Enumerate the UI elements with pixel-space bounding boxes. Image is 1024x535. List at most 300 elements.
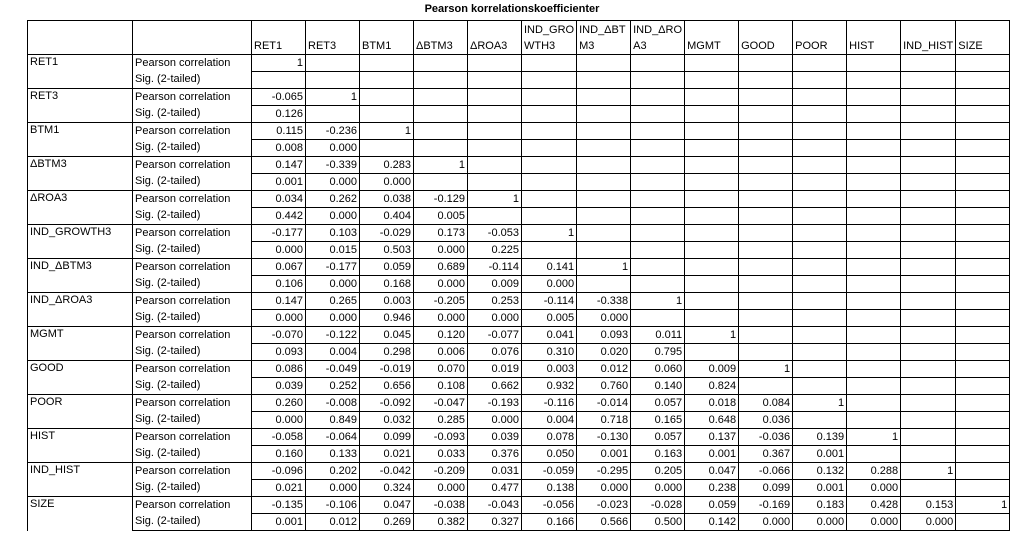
significance-value: 0.000	[306, 480, 360, 497]
correlation-value	[739, 259, 793, 276]
correlation-value	[739, 123, 793, 140]
significance-value	[847, 140, 901, 157]
significance-value: 0.008	[252, 140, 306, 157]
correlation-value	[793, 259, 847, 276]
significance-value	[685, 140, 739, 157]
correlation-value: 1	[360, 123, 414, 140]
correlation-value: -0.093	[414, 429, 468, 446]
significance-value	[847, 208, 901, 225]
significance-value: 0.001	[793, 446, 847, 463]
column-header-line1	[849, 23, 898, 39]
correlation-value	[468, 123, 522, 140]
sig-label: Sig. (2-tailed)	[133, 344, 252, 361]
correlation-value: 0.103	[306, 225, 360, 242]
significance-value: 0.000	[631, 480, 685, 497]
correlation-value	[360, 89, 414, 106]
significance-value	[468, 106, 522, 123]
significance-value	[901, 242, 956, 259]
table-title: Pearson korrelationskoefficienter	[424, 3, 600, 15]
variable-name: HIST	[28, 429, 133, 463]
correlation-value	[360, 55, 414, 72]
significance-value	[956, 378, 1010, 395]
significance-value: 0.138	[522, 480, 577, 497]
significance-value	[685, 106, 739, 123]
correlation-value: -0.205	[414, 293, 468, 310]
significance-value	[901, 310, 956, 327]
column-header	[468, 21, 522, 55]
significance-value: 0.252	[306, 378, 360, 395]
column-header	[306, 21, 360, 55]
column-header-line1: IND_GRO	[524, 24, 575, 36]
correlation-value: -0.114	[522, 293, 577, 310]
significance-value	[631, 106, 685, 123]
column-header-line2: RET3	[308, 40, 337, 52]
correlation-value	[793, 225, 847, 242]
table-row	[28, 463, 1010, 480]
correlation-value	[847, 157, 901, 174]
header-row	[28, 21, 1010, 55]
significance-value	[901, 174, 956, 191]
significance-value	[468, 208, 522, 225]
correlation-value: 0.265	[306, 293, 360, 310]
correlation-value: -0.114	[468, 259, 522, 276]
table-row	[28, 293, 1010, 310]
correlation-value	[685, 123, 739, 140]
significance-value	[901, 276, 956, 293]
significance-value: 0.020	[577, 344, 631, 361]
table-row	[28, 327, 1010, 344]
significance-value: 0.442	[252, 208, 306, 225]
correlation-value: 0.018	[685, 395, 739, 412]
significance-value: 0.327	[468, 514, 522, 531]
correlation-value	[631, 123, 685, 140]
column-header	[956, 21, 1010, 55]
correlation-value: 0.038	[360, 191, 414, 208]
column-header-line2: HIST	[849, 40, 875, 52]
correlation-value	[685, 225, 739, 242]
table-row	[28, 514, 1010, 531]
significance-value	[685, 208, 739, 225]
correlation-value: 0.262	[306, 191, 360, 208]
table-row	[28, 106, 1010, 123]
correlation-value: -0.116	[522, 395, 577, 412]
correlation-value	[522, 123, 577, 140]
column-header-line2: ΔROA3	[470, 40, 508, 52]
significance-value: 0.656	[360, 378, 414, 395]
significance-value: 0.006	[414, 344, 468, 361]
correlation-value: 0.132	[793, 463, 847, 480]
correlation-value	[739, 225, 793, 242]
significance-value: 0.000	[901, 514, 956, 531]
correlation-value	[685, 89, 739, 106]
correlation-value	[901, 89, 956, 106]
correlation-value: -0.036	[739, 429, 793, 446]
significance-value	[685, 310, 739, 327]
variable-name: MGMT	[28, 327, 133, 361]
correlation-value	[956, 157, 1010, 174]
sig-label: Sig. (2-tailed)	[133, 378, 252, 395]
significance-value	[793, 412, 847, 429]
correlation-value	[631, 225, 685, 242]
significance-value	[685, 242, 739, 259]
sig-label: Sig. (2-tailed)	[133, 412, 252, 429]
significance-value	[522, 208, 577, 225]
significance-value	[631, 140, 685, 157]
variable-name: ΔROA3	[28, 191, 133, 225]
significance-value: 0.648	[685, 412, 739, 429]
correlation-value: 0.047	[360, 497, 414, 514]
significance-value: 0.140	[631, 378, 685, 395]
significance-value	[631, 174, 685, 191]
significance-value	[577, 174, 631, 191]
significance-value	[739, 310, 793, 327]
correlation-value	[468, 157, 522, 174]
correlation-value	[631, 55, 685, 72]
correlation-value: -0.065	[252, 89, 306, 106]
significance-value	[901, 106, 956, 123]
significance-value: 0.168	[360, 276, 414, 293]
correlation-value	[577, 225, 631, 242]
correlation-value	[956, 123, 1010, 140]
significance-value	[468, 174, 522, 191]
significance-value	[414, 106, 468, 123]
correlation-value	[414, 123, 468, 140]
significance-value: 0.108	[414, 378, 468, 395]
correlation-value: 0.120	[414, 327, 468, 344]
correlation-value	[956, 429, 1010, 446]
significance-value	[360, 106, 414, 123]
correlation-value	[956, 463, 1010, 480]
table-row	[28, 395, 1010, 412]
significance-value: 0.946	[360, 310, 414, 327]
correlation-value: 1	[956, 497, 1010, 514]
correlation-value: 0.115	[252, 123, 306, 140]
correlation-value: 0.183	[793, 497, 847, 514]
significance-value	[901, 208, 956, 225]
significance-value: 0.000	[468, 310, 522, 327]
significance-value: 0.310	[522, 344, 577, 361]
column-header-line1: IND_ΔRO	[633, 24, 683, 36]
column-header-line1	[903, 23, 953, 39]
significance-value: 0.000	[847, 514, 901, 531]
table-row	[28, 123, 1010, 140]
significance-value: 0.718	[577, 412, 631, 429]
column-header-line2: IND_HIST	[903, 40, 954, 52]
sig-label: Sig. (2-tailed)	[133, 208, 252, 225]
significance-value: 0.000	[739, 514, 793, 531]
correlation-value	[901, 191, 956, 208]
correlation-value	[468, 55, 522, 72]
correlation-value	[631, 89, 685, 106]
column-header-line2: WTH3	[524, 40, 556, 52]
significance-value	[685, 344, 739, 361]
correlation-value: 0.039	[468, 429, 522, 446]
column-header-line1	[795, 23, 844, 39]
correlation-value: 0.047	[685, 463, 739, 480]
correlation-value: -0.042	[360, 463, 414, 480]
correlation-value: 0.253	[468, 293, 522, 310]
correlation-value	[847, 225, 901, 242]
column-header-line2: MGMT	[687, 40, 721, 52]
correlation-value	[901, 327, 956, 344]
significance-value	[739, 378, 793, 395]
correlation-value	[956, 327, 1010, 344]
correlation-value: 1	[522, 225, 577, 242]
significance-value	[793, 106, 847, 123]
variable-name: IND_HIST	[28, 463, 133, 497]
corr-label: Pearson correlation	[133, 361, 252, 378]
correlation-value: -0.177	[252, 225, 306, 242]
significance-value: 0.000	[414, 276, 468, 293]
correlation-value	[577, 157, 631, 174]
variable-name: IND_ΔROA3	[28, 293, 133, 327]
significance-value	[468, 140, 522, 157]
table-row	[28, 157, 1010, 174]
significance-value	[956, 140, 1010, 157]
correlation-value: 0.060	[631, 361, 685, 378]
significance-value	[631, 310, 685, 327]
correlation-value	[739, 191, 793, 208]
significance-value	[847, 344, 901, 361]
correlation-value: -0.066	[739, 463, 793, 480]
significance-value: 0.076	[468, 344, 522, 361]
significance-value	[847, 174, 901, 191]
table-row	[28, 378, 1010, 395]
corr-label: Pearson correlation	[133, 55, 252, 72]
significance-value	[793, 344, 847, 361]
sig-label: Sig. (2-tailed)	[133, 72, 252, 89]
correlation-value: 1	[685, 327, 739, 344]
correlation-value	[956, 395, 1010, 412]
significance-value	[901, 412, 956, 429]
significance-value: 0.503	[360, 242, 414, 259]
sig-label: Sig. (2-tailed)	[133, 174, 252, 191]
correlation-value	[793, 361, 847, 378]
table-row	[28, 480, 1010, 497]
significance-value: 0.238	[685, 480, 739, 497]
correlation-value: 0.428	[847, 497, 901, 514]
correlation-value: -0.338	[577, 293, 631, 310]
correlation-value: -0.028	[631, 497, 685, 514]
correlation-value: 0.137	[685, 429, 739, 446]
significance-value: 0.001	[252, 514, 306, 531]
correlation-value: 0.260	[252, 395, 306, 412]
significance-value	[252, 72, 306, 89]
variable-name: GOOD	[28, 361, 133, 395]
correlation-value	[956, 259, 1010, 276]
correlation-value: 0.031	[468, 463, 522, 480]
sig-label: Sig. (2-tailed)	[133, 140, 252, 157]
significance-value	[847, 378, 901, 395]
correlation-value	[685, 259, 739, 276]
correlation-value	[522, 55, 577, 72]
correlation-value	[631, 259, 685, 276]
significance-value	[739, 344, 793, 361]
column-header	[847, 21, 901, 55]
column-header-line1	[741, 23, 790, 39]
column-header-line2: ΔBTM3	[416, 40, 453, 52]
significance-value	[522, 174, 577, 191]
significance-value: 0.009	[468, 276, 522, 293]
correlation-value: 1	[468, 191, 522, 208]
correlation-value: 1	[577, 259, 631, 276]
correlation-value: 0.019	[468, 361, 522, 378]
correlation-value	[793, 157, 847, 174]
table-row	[28, 242, 1010, 259]
correlation-value	[847, 55, 901, 72]
correlation-value: -0.295	[577, 463, 631, 480]
significance-value: 0.382	[414, 514, 468, 531]
table-row	[28, 208, 1010, 225]
correlation-value	[793, 123, 847, 140]
correlation-value: 0.141	[522, 259, 577, 276]
correlation-value: 0.045	[360, 327, 414, 344]
significance-value	[414, 72, 468, 89]
correlation-value	[414, 89, 468, 106]
significance-value	[631, 242, 685, 259]
significance-value	[847, 310, 901, 327]
correlation-value: 0.041	[522, 327, 577, 344]
significance-value: 0.500	[631, 514, 685, 531]
table-row	[28, 361, 1010, 378]
correlation-value: 0.139	[793, 429, 847, 446]
significance-value: 0.824	[685, 378, 739, 395]
significance-value	[577, 140, 631, 157]
correlation-value: 1	[414, 157, 468, 174]
significance-value	[631, 276, 685, 293]
correlation-value: -0.130	[577, 429, 631, 446]
correlation-value: 1	[793, 395, 847, 412]
corr-label: Pearson correlation	[133, 327, 252, 344]
correlation-value: 1	[901, 463, 956, 480]
correlation-value: -0.077	[468, 327, 522, 344]
correlation-value	[414, 55, 468, 72]
correlation-value: 0.147	[252, 293, 306, 310]
significance-value	[901, 344, 956, 361]
significance-value: 0.166	[522, 514, 577, 531]
significance-value	[901, 446, 956, 463]
correlation-value	[901, 123, 956, 140]
significance-value	[739, 208, 793, 225]
significance-value: 0.036	[739, 412, 793, 429]
correlation-value	[901, 395, 956, 412]
correlation-value: 1	[739, 361, 793, 378]
significance-value: 0.001	[685, 446, 739, 463]
correlation-value: 0.086	[252, 361, 306, 378]
correlation-value	[847, 293, 901, 310]
correlation-value: 0.003	[360, 293, 414, 310]
correlation-value: -0.049	[306, 361, 360, 378]
significance-value: 0.160	[252, 446, 306, 463]
column-header-line1: IND_ΔBT	[579, 24, 626, 36]
significance-value: 0.039	[252, 378, 306, 395]
correlation-value	[522, 89, 577, 106]
correlation-value: -0.008	[306, 395, 360, 412]
significance-value: 0.000	[468, 412, 522, 429]
corr-label: Pearson correlation	[133, 429, 252, 446]
significance-value: 0.050	[522, 446, 577, 463]
significance-value	[360, 140, 414, 157]
sig-label: Sig. (2-tailed)	[133, 310, 252, 327]
correlation-value: 0.057	[631, 429, 685, 446]
significance-value: 0.566	[577, 514, 631, 531]
correlation-value	[793, 89, 847, 106]
corr-label: Pearson correlation	[133, 225, 252, 242]
significance-value	[901, 140, 956, 157]
variable-name: RET1	[28, 55, 133, 89]
significance-value	[631, 208, 685, 225]
significance-value: 0.001	[793, 480, 847, 497]
correlation-value	[685, 157, 739, 174]
correlation-value: -0.053	[468, 225, 522, 242]
significance-value: 0.001	[252, 174, 306, 191]
column-header	[522, 21, 577, 55]
table-row	[28, 191, 1010, 208]
correlation-value: 0.153	[901, 497, 956, 514]
correlation-value: -0.038	[414, 497, 468, 514]
significance-value	[522, 72, 577, 89]
correlation-value	[685, 191, 739, 208]
table-row	[28, 276, 1010, 293]
significance-value	[306, 72, 360, 89]
significance-value	[793, 140, 847, 157]
corr-label: Pearson correlation	[133, 395, 252, 412]
significance-value	[631, 72, 685, 89]
correlation-value	[847, 259, 901, 276]
correlation-value	[685, 55, 739, 72]
significance-value	[956, 514, 1010, 531]
significance-value: 0.000	[414, 480, 468, 497]
corr-label: Pearson correlation	[133, 123, 252, 140]
significance-value	[739, 140, 793, 157]
significance-value: 0.000	[793, 514, 847, 531]
correlation-value: -0.019	[360, 361, 414, 378]
correlation-value: 0.288	[847, 463, 901, 480]
significance-value: 0.033	[414, 446, 468, 463]
correlation-value	[847, 191, 901, 208]
table-row	[28, 497, 1010, 514]
sig-label: Sig. (2-tailed)	[133, 276, 252, 293]
corr-label: Pearson correlation	[133, 89, 252, 106]
correlation-value: -0.106	[306, 497, 360, 514]
variable-name: ΔBTM3	[28, 157, 133, 191]
significance-value	[793, 72, 847, 89]
significance-value: 0.760	[577, 378, 631, 395]
significance-value	[577, 276, 631, 293]
correlation-value	[956, 293, 1010, 310]
correlation-value: 0.202	[306, 463, 360, 480]
significance-value	[468, 72, 522, 89]
correlation-value	[847, 361, 901, 378]
column-header-line2: POOR	[795, 40, 828, 52]
correlation-value	[901, 429, 956, 446]
significance-value	[793, 208, 847, 225]
significance-value: 0.000	[306, 276, 360, 293]
correlation-value	[739, 293, 793, 310]
column-header-line1	[254, 23, 303, 39]
sig-label: Sig. (2-tailed)	[133, 514, 252, 531]
column-header-line1	[958, 23, 1007, 39]
significance-value: 0.225	[468, 242, 522, 259]
column-header-line2: BTM1	[362, 40, 392, 52]
sig-label: Sig. (2-tailed)	[133, 480, 252, 497]
column-header-line1	[687, 23, 736, 39]
significance-value	[847, 72, 901, 89]
correlation-value	[739, 89, 793, 106]
significance-value: 0.795	[631, 344, 685, 361]
column-header-line1	[470, 23, 519, 39]
significance-value: 0.000	[306, 140, 360, 157]
